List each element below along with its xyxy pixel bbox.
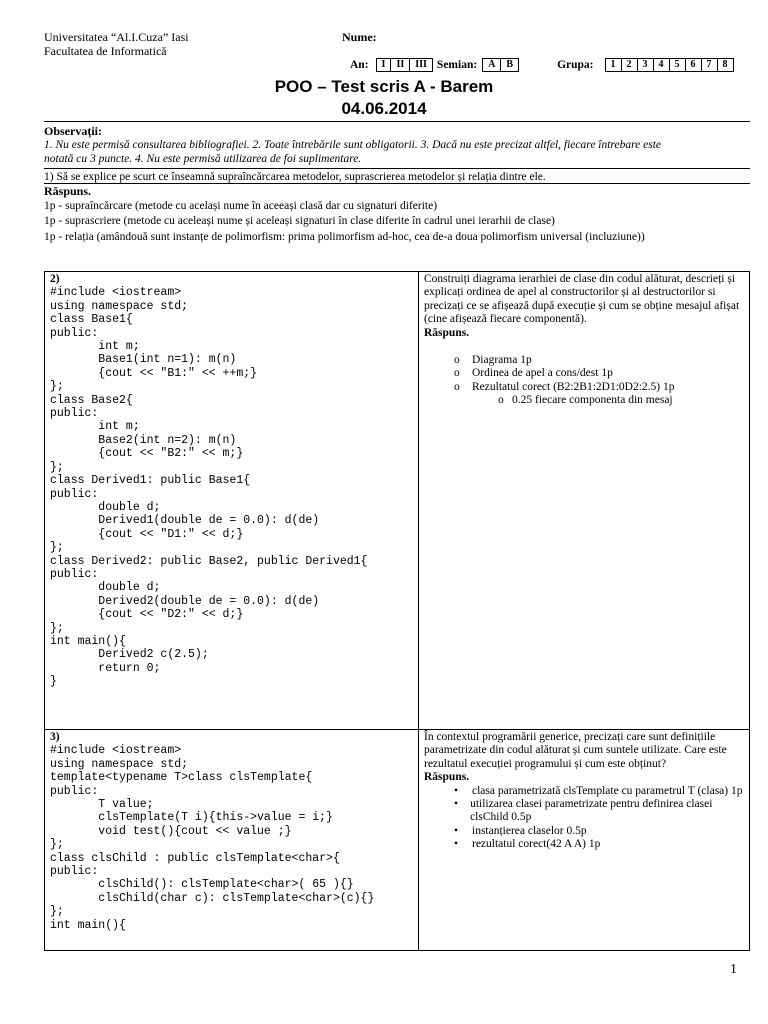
grupa-box[interactable]: 1 xyxy=(605,58,622,72)
code-line: 2) xyxy=(50,273,60,285)
code-line: void test(){cout << value ;} xyxy=(50,824,292,838)
q2-item: o Rezultatul corect (B2:2B1:2D1:0D2:2.5) 1p xyxy=(454,380,675,393)
an-row xyxy=(350,58,734,72)
q3-item: • utilizarea clasei parametrizate pentru definirea clasei clsChild 0.5p xyxy=(454,798,713,824)
code-line: }; xyxy=(50,905,64,919)
code-line: class Derived2: public Base2, public Derived1{ xyxy=(50,554,368,568)
code-line: public: xyxy=(50,407,99,421)
q1-answer-line: 1p - supraîncărcare (metode cu același nume în aceeași clasă dar cu signaturi diferite) xyxy=(44,200,438,212)
grupa-label: Grupa: xyxy=(557,59,594,71)
test-title: POO – Test scris A - Barem xyxy=(274,77,494,96)
grupa-box[interactable]: 6 xyxy=(685,58,702,72)
grupa-box[interactable]: 8 xyxy=(717,58,734,72)
code-line: clsTemplate(T i){this->value = i;} xyxy=(50,811,333,825)
q2-question: Construiți diagrama ierarhiei de clase din codul alăturat, descrieți și explicați ordinea de apel al constructorilor și al destructorilor si precizați ce se afișează după execuție și cum se obține mesajul afișat (cine afișează fiecare componentă). xyxy=(424,273,740,326)
q3-code xyxy=(50,731,413,932)
code-line: Derived2 c(2.5); xyxy=(50,648,209,662)
an-boxes xyxy=(377,58,433,72)
q1-question: 1) Să se explice pe scurt ce înseamnă supraîncărcarea metodelor, suprascrierea metodelor și relația dintre ele. xyxy=(44,171,546,183)
code-line: template<typename T>class clsTemplate{ xyxy=(50,771,313,785)
q1-answer-label: Răspuns. xyxy=(44,184,92,198)
code-line: public: xyxy=(50,784,99,798)
questions-table xyxy=(44,271,750,951)
q3-code-cell xyxy=(45,730,419,951)
semian-boxes xyxy=(483,58,519,72)
q2-answer-label: Răspuns. xyxy=(424,326,470,339)
code-line: using namespace std; xyxy=(50,299,189,313)
q2-code-cell xyxy=(45,272,419,730)
an-box[interactable]: II xyxy=(390,58,410,72)
semian-box[interactable]: B xyxy=(500,58,519,72)
grupa-box[interactable]: 7 xyxy=(701,58,718,72)
code-line: }; xyxy=(50,621,64,635)
q3-answer-label: Răspuns. xyxy=(424,771,470,784)
semian-label: Semian: xyxy=(436,59,478,71)
q1-answer-line: 1p - suprascriere (metode cu aceleași nume și aceleași signaturi în clase diferite în cadrul unei ierarhii de clase) xyxy=(44,215,555,227)
faculty-name: Facultatea de Informatică xyxy=(44,44,167,58)
code-line: clsChild(char c): clsTemplate<char>(c){} xyxy=(50,891,375,905)
code-line: Base2(int n=2): m(n) xyxy=(50,433,237,447)
code-line: Derived2(double de = 0.0): d(de) xyxy=(50,594,320,608)
q2-item: o Diagrama 1p xyxy=(454,354,532,367)
divider xyxy=(44,183,750,184)
q2-code xyxy=(50,273,413,689)
code-line: class Derived1: public Base1{ xyxy=(50,474,251,488)
grupa-box[interactable]: 2 xyxy=(621,58,638,72)
code-line: }; xyxy=(50,541,64,555)
an-label: An: xyxy=(350,59,369,71)
code-line: }; xyxy=(50,838,64,852)
q2-item: o Ordinea de apel a cons/dest 1p xyxy=(454,367,613,380)
observations-line-2: notată cu 3 puncte. 4. Nu este permisă utilizarea de foi suplimentare. xyxy=(44,153,362,165)
university-name: Universitatea “Al.I.Cuza” Iasi xyxy=(44,30,189,44)
an-box[interactable]: III xyxy=(409,58,433,72)
q3-item: • instanțierea claselor 0.5p xyxy=(454,824,587,837)
code-line: int main(){ xyxy=(50,634,126,648)
code-line: double d; xyxy=(50,581,161,595)
code-line: Base1(int n=1): m(n) xyxy=(50,353,237,367)
an-box[interactable]: I xyxy=(376,58,392,72)
code-line: clsChild(): clsTemplate<char>( 65 ){} xyxy=(50,878,354,892)
q3-row xyxy=(45,730,750,951)
grupa-box[interactable]: 4 xyxy=(653,58,670,72)
q3-item: • clasa parametrizată clsTemplate cu parametrul T (clasa) 1p xyxy=(454,784,743,797)
code-line: return 0; xyxy=(50,661,161,675)
code-line: }; xyxy=(50,380,64,394)
observations-line-1: 1. Nu este permisă consultarea bibliografiei. 2. Toate întrebările sunt obligatorii. 3. Dacă nu este precizat altfel, fiecare întrebare este xyxy=(44,139,661,151)
q2-row xyxy=(45,272,750,730)
q3-question: În contextul programării generice, precizați care sunt definițiile parametrizate din codul alăturat și cum suntele utilizate. Care este rezultatul execuției programului și cum este obținut? xyxy=(424,731,727,770)
q2-question-cell xyxy=(419,272,750,730)
grupa-box[interactable]: 5 xyxy=(669,58,686,72)
test-date: 04.06.2014 xyxy=(341,99,427,118)
code-line: } xyxy=(50,675,57,689)
code-line: public: xyxy=(50,326,99,340)
semian-box[interactable]: A xyxy=(482,58,501,72)
code-line: #include <iostream> xyxy=(50,286,182,300)
code-line: int main(){ xyxy=(50,918,126,932)
code-line: class clsChild : public clsTemplate<char>{ xyxy=(50,851,340,865)
code-line: {cout << "B1:" << ++m;} xyxy=(50,366,258,380)
code-line: class Base2{ xyxy=(50,393,133,407)
code-line: int m; xyxy=(50,420,140,434)
code-line: {cout << "B2:" << m;} xyxy=(50,447,244,461)
q1-answer-line: 1p - relația (amândouă sunt instanțe de polimorfism: prima polimorfism ad-hoc, cea de-a doua polimorfism universal (incluziune)) xyxy=(44,231,645,243)
code-line: }; xyxy=(50,460,64,474)
q3-item: • rezultatul corect(42 A A) 1p xyxy=(454,838,601,851)
code-line: public: xyxy=(50,487,99,501)
q2-subitem: o 0.25 fiecare componenta din mesaj xyxy=(498,394,673,407)
code-line: double d; xyxy=(50,500,161,514)
code-line: 3) xyxy=(50,731,60,743)
name-label: Nume: xyxy=(342,30,377,44)
grupa-boxes xyxy=(606,58,734,72)
code-line: public: xyxy=(50,567,99,581)
divider xyxy=(44,121,750,122)
observations-label: Observații: xyxy=(44,124,102,138)
code-line: T value; xyxy=(50,798,154,812)
code-line: public: xyxy=(50,865,99,879)
page-number: 1 xyxy=(730,962,737,977)
grupa-box[interactable]: 3 xyxy=(637,58,654,72)
code-line: {cout << "D2:" << d;} xyxy=(50,608,244,622)
code-line: int m; xyxy=(50,340,140,354)
code-line: Derived1(double de = 0.0): d(de) xyxy=(50,514,320,528)
code-line: using namespace std; xyxy=(50,757,189,771)
divider xyxy=(44,168,750,169)
q3-question-cell xyxy=(419,730,750,951)
code-line: #include <iostream> xyxy=(50,744,182,758)
code-line: class Base1{ xyxy=(50,313,133,327)
code-line: {cout << "D1:" << d;} xyxy=(50,527,244,541)
